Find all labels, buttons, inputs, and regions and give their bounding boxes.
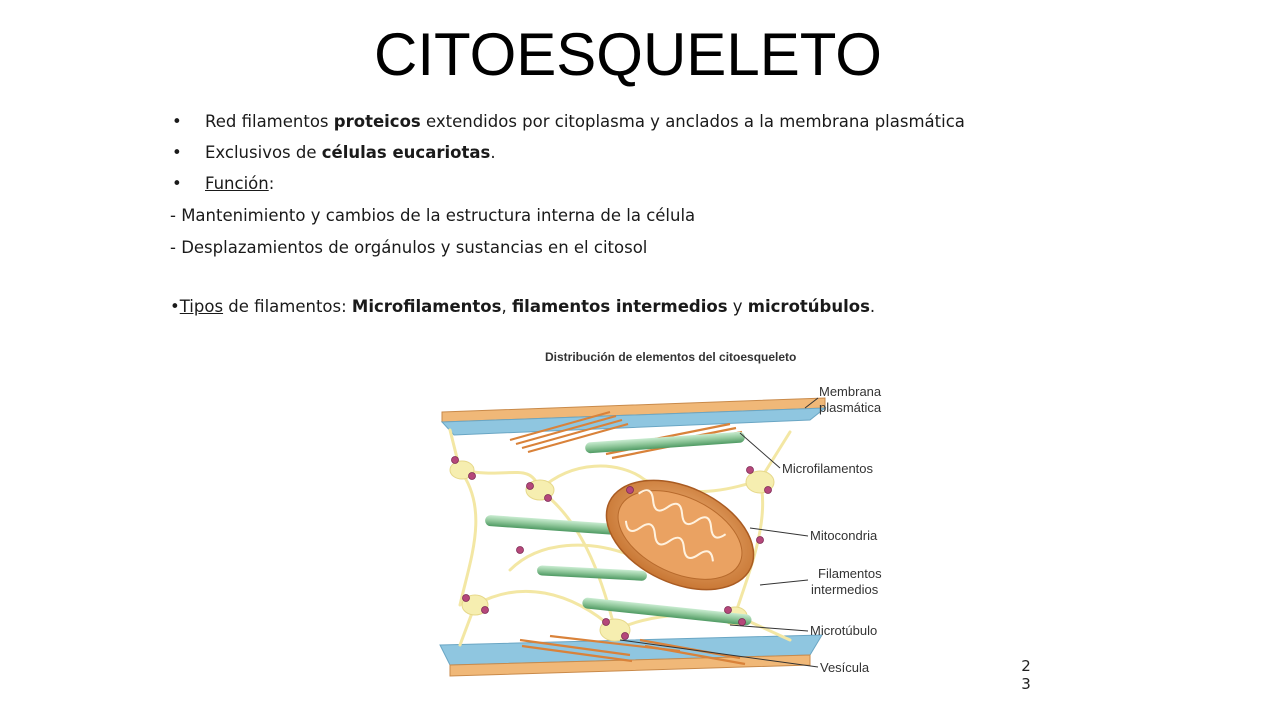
page-number [1020,657,1032,693]
label-filamentos-line2: intermedios [811,582,879,597]
label-filamentos-line1: Filamentos [818,566,882,581]
tipos-bold-microfilamentos: Microfilamentos [351,297,502,316]
tipos-text: de filamentos: [223,297,352,316]
bullet-bold-text: células eucariotas [321,143,491,162]
bullet-text: . [490,143,496,162]
label-mitocondria: Mitocondria [810,528,878,543]
page-number-digit: 2 [1021,657,1031,675]
bullet-marker: • [172,174,182,193]
bullet-marker: • [170,297,180,316]
bullet-bold-text: proteicos [333,112,421,131]
microtubule [585,431,745,453]
cytoskeleton-diagram [430,340,910,710]
label-microfilamentos: Microfilamentos [782,461,874,476]
label-membrana-line2: plasmática [819,400,882,415]
bullet-text: Red filamentos [205,112,334,131]
page-number-digit: 3 [1021,675,1031,693]
tipos-bold-microtubulos: microtúbulos [747,297,870,316]
tipos-text: . [869,297,876,316]
bullet-marker: • [172,143,182,162]
slide-title: CITOESQUELETO [374,21,882,88]
tipos-bold-intermedios: filamentos intermedios [511,297,728,316]
tipos-text: y [727,297,748,316]
figure-title: Distribución de elementos del citoesqueleto [545,350,797,364]
dash-item-desplazamientos: - Desplazamientos de orgánulos y sustancias en el citosol [170,238,648,257]
microtubule [537,565,647,581]
tipos-underlined-text: Tipos [179,297,224,316]
bullet-tipos [170,297,875,316]
label-microtubulo: Microtúbulo [810,623,878,638]
bullet-text: : [268,174,275,193]
bullet-text: extendidos por citoplasma y anclados a la membrana plasmática [420,112,965,131]
tipos-text: , [501,297,512,316]
bullet-text: Exclusivos de [205,143,322,162]
bullet-underlined-text: Función [205,174,269,193]
dash-item-mantenimiento: - Mantenimiento y cambios de la estructura interna de la célula [170,206,696,225]
label-vesicula: Vesícula [820,660,870,675]
bullet-marker: • [172,112,182,131]
label-membrana-line1: Membrana [819,384,882,399]
